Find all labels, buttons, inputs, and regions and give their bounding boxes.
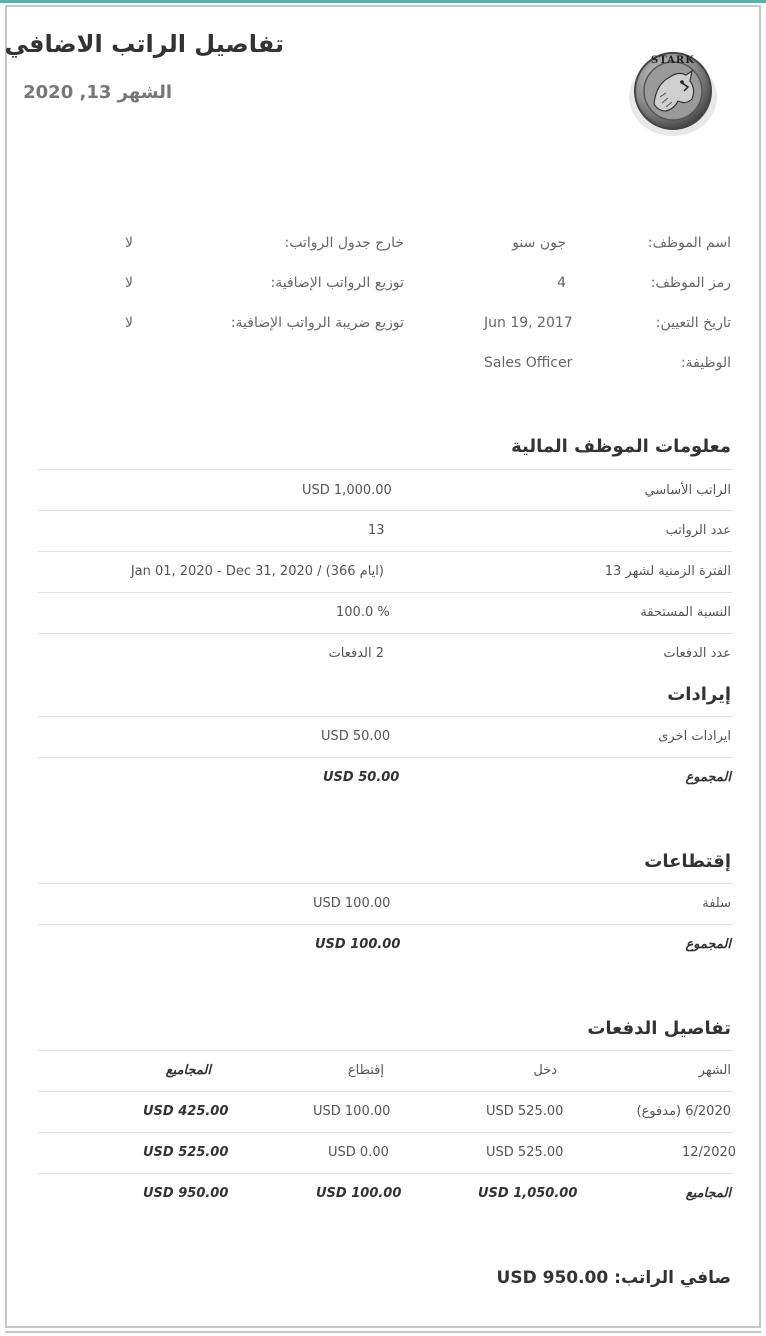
outside-payroll-label: خارج جدول الرواتب: xyxy=(284,235,404,251)
divider xyxy=(38,1050,732,1051)
employee-id-label: رمز الموظف: xyxy=(650,275,731,291)
divider xyxy=(38,716,732,717)
page-title: تفاصيل الراتب الاضافي xyxy=(4,30,284,58)
basic-salary-value: USD 1,000.00 xyxy=(302,483,392,498)
divider xyxy=(38,592,732,593)
payments-header-totals: المجاميع xyxy=(165,1063,211,1078)
divider xyxy=(38,883,732,884)
divider xyxy=(38,924,732,925)
payments-count-label: عدد الدفعات xyxy=(663,646,731,661)
salary-count-label: عدد الرواتب xyxy=(665,523,731,538)
employee-name-value: جون سنو xyxy=(512,235,566,251)
divider xyxy=(38,633,732,634)
payment-total: USD 425.00 xyxy=(143,1104,229,1119)
entitled-percent-value: 100.0 % xyxy=(336,605,390,620)
payment-income: USD 525.00 xyxy=(486,1145,564,1160)
payments-header-month: الشهر xyxy=(698,1063,731,1078)
deductions-title: إقتطاعات xyxy=(644,851,731,872)
extra-salary-tax-value: لا xyxy=(125,315,133,331)
financial-info-title: معلومات الموظف المالية xyxy=(511,436,731,457)
payments-totals-label: المجاميع xyxy=(685,1186,731,1201)
divider xyxy=(38,469,732,470)
payments-totals-net: USD 950.00 xyxy=(143,1186,229,1201)
divider xyxy=(38,551,732,552)
net-salary-value: USD 950.00 xyxy=(496,1268,609,1288)
entitled-percent-label: النسبة المستحقة xyxy=(640,605,731,620)
deductions-total-value: USD 100.00 xyxy=(315,937,401,952)
earnings-total-label: المجموع xyxy=(685,770,731,785)
earning-value: USD 50.00 xyxy=(321,729,391,744)
period-value: Jan 01, 2020 - Dec 31, 2020 / (366 ايام) xyxy=(130,564,384,579)
payments-totals-income: USD 1,050.00 xyxy=(478,1186,578,1201)
payment-deduction: USD 100.00 xyxy=(313,1104,391,1119)
divider xyxy=(38,1091,732,1092)
payments-totals-deduction: USD 100.00 xyxy=(316,1186,402,1201)
net-salary xyxy=(497,1268,731,1288)
payment-deduction: USD 0.00 xyxy=(328,1145,389,1160)
payments-count-value: 2 الدفعات xyxy=(328,646,384,661)
outside-payroll-value: لا xyxy=(125,235,133,251)
company-logo xyxy=(626,49,720,139)
divider xyxy=(38,757,732,758)
payment-month: 6/2020 (مدفوع) xyxy=(636,1104,731,1119)
earning-label: ايرادات اخرى xyxy=(658,729,731,744)
payment-month: 12/2020 xyxy=(682,1145,737,1160)
extra-salary-distribution-label: توزيع الرواتب الإضافية: xyxy=(270,275,404,291)
payment-total: USD 525.00 xyxy=(143,1145,229,1160)
basic-salary-label: الراتب الأساسي xyxy=(644,483,731,498)
deductions-total-label: المجموع xyxy=(685,937,731,952)
hire-date-label: تاريخ التعيين: xyxy=(655,315,731,331)
period-label: الفترة الزمنية لشهر 13 xyxy=(604,564,731,579)
divider xyxy=(38,1132,732,1133)
page-subtitle: الشهر 13, 2020 xyxy=(23,82,172,103)
extra-salary-tax-label: توزيع ضريبة الرواتب الإضافية: xyxy=(230,315,404,331)
payments-title: تفاصيل الدفعات xyxy=(587,1018,731,1039)
hire-date-value: Jun 19, 2017 xyxy=(484,315,573,331)
deduction-label: سلفة xyxy=(702,896,731,911)
earnings-total-value: USD 50.00 xyxy=(323,770,400,785)
salary-count-value: 13 xyxy=(368,523,385,538)
payment-income: USD 525.00 xyxy=(486,1104,564,1119)
extra-salary-distribution-value: لا xyxy=(125,275,133,291)
deduction-value: USD 100.00 xyxy=(313,896,391,911)
logo-lettering: STARK xyxy=(651,55,695,66)
payments-header-income: دخل xyxy=(533,1063,557,1078)
job-title-label: الوظيفة: xyxy=(680,355,731,371)
divider xyxy=(38,1173,732,1174)
payments-header-deduction: إقتطاع xyxy=(347,1063,384,1078)
job-title-value: Sales Officer xyxy=(484,355,573,371)
employee-id-value: 4 xyxy=(557,275,566,291)
divider xyxy=(38,510,732,511)
employee-name-label: اسم الموظف: xyxy=(647,235,731,251)
net-salary-label: صافي الراتب: xyxy=(614,1268,731,1288)
earnings-title: إيرادات xyxy=(667,684,731,705)
